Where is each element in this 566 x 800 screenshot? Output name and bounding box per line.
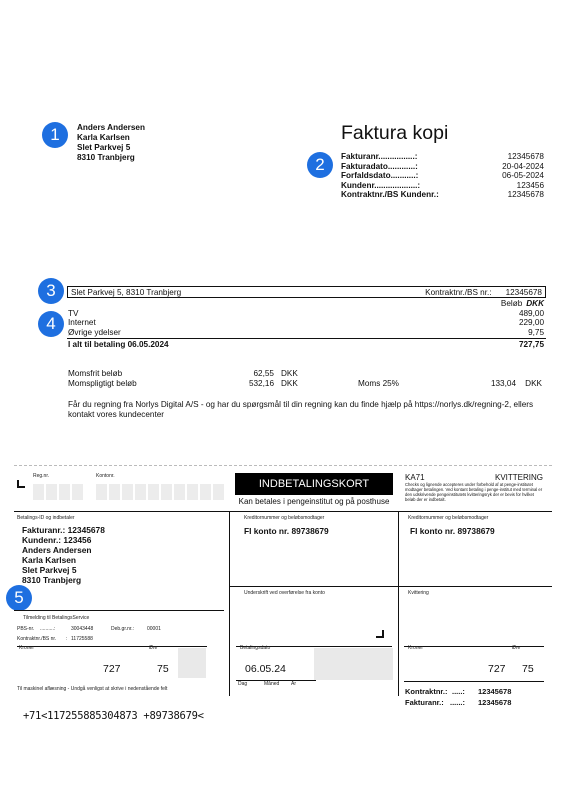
konto-label: Kontonr. bbox=[96, 473, 115, 479]
kreditor-value-receipt: FI konto nr. 89738679 bbox=[410, 526, 495, 536]
receipt-bottom-rule bbox=[404, 681, 544, 682]
spec-contract-value: 12345678 bbox=[505, 287, 542, 297]
specification-table bbox=[67, 286, 546, 349]
receipt-title: KVITTERING bbox=[495, 473, 544, 482]
corner-mark bbox=[17, 480, 25, 488]
kvittering-label: Kvittering bbox=[408, 590, 429, 596]
recipient-line: 8310 Tranbjerg bbox=[77, 153, 135, 162]
kreditor-value: FI konto nr. 89738679 bbox=[244, 526, 329, 536]
r-faktura-dots: ......: bbox=[450, 698, 465, 707]
kroner-label: Kroner bbox=[19, 645, 35, 651]
ore-label: Øre bbox=[149, 645, 158, 651]
spec-total: I alt til betaling 06.05.2024 727,75 bbox=[68, 340, 544, 350]
kreditor-label: Kreditornummer og beløbsmodtager bbox=[244, 515, 325, 521]
meta-row: Fakturanr................: 12345678 bbox=[341, 152, 544, 161]
recipient-address bbox=[77, 123, 145, 163]
recipient-line: Slet Parkvej 5 bbox=[77, 143, 131, 152]
reg-label: Reg.nr. bbox=[33, 473, 50, 479]
marker-5-badge: 5 bbox=[6, 585, 32, 611]
slip-title: INDBETALINGSKORT bbox=[235, 473, 393, 495]
slip-subtitle: Kan betales i pengeinstitut og på posthuse bbox=[238, 497, 390, 506]
r-kontrakt-label: Kontraktnr.: bbox=[405, 687, 448, 696]
spec-line: Øvrige ydelser 9,75 bbox=[68, 327, 544, 337]
info-text: Får du regning fra Norlys Digital A/S - og har du spørgsmål til din regning kan du finde hjælp på https://norlys.dk/regning-2, ellers kontakt vores kundecenter bbox=[68, 400, 534, 419]
ocr-line: +71<117255885304873 +89738679< bbox=[23, 710, 204, 722]
pbs-dots: ..........: bbox=[40, 626, 56, 632]
debgr-label: Deb.gr.nr.: bbox=[111, 626, 135, 632]
slip-divider-1 bbox=[229, 511, 230, 696]
r-kontrakt-dots: .....: bbox=[452, 687, 465, 696]
maaned-label: Måned bbox=[264, 681, 280, 687]
kontrakt-sep: : bbox=[66, 636, 68, 642]
spec-line: TV 489,00 bbox=[68, 308, 544, 318]
r-faktura-label: Fakturanr.: bbox=[405, 698, 444, 707]
aar-label: År bbox=[291, 681, 296, 687]
spec-address-bar bbox=[67, 286, 546, 298]
vat-free-row: Momsfrit beløb 62,55 DKK bbox=[68, 369, 298, 378]
meta-row: Kundenr...................: 123456 bbox=[341, 180, 544, 190]
bs-label: Tilmelding til BetalingsService bbox=[23, 615, 90, 621]
payer-block: Fakturanr.: 12345678 Kundenr.: 123456 Anders Andersen Karla Karlsen Slet Parkvej 5 8310 Tranbjerg bbox=[22, 525, 105, 585]
marker-4-badge: 4 bbox=[38, 311, 64, 337]
kroner-label-receipt: Kroner bbox=[408, 645, 424, 651]
kontrakt-label: Kontraktnr./BS nr. bbox=[17, 636, 57, 642]
amount-grey-box bbox=[178, 648, 206, 678]
signature-rule bbox=[229, 586, 552, 587]
vat-summary bbox=[68, 369, 544, 388]
pbs-label: PBS-nr. bbox=[17, 626, 35, 632]
ore-value-receipt: 75 bbox=[522, 663, 534, 675]
signature-label: Underskrift ved overførelse fra konto bbox=[244, 590, 325, 596]
receipt-note: Checks og lignende accepteres under forbehold af at penge-institutet modtager betalingen. Ved kontant betaling i penge-institut med terminal er den udskrivende pengeinstitutets kvitteringsryk der er bevis for hvilket beløb der er indbetalt. bbox=[405, 482, 543, 502]
r-kontrakt-value: 12345678 bbox=[478, 687, 512, 696]
footer-note: Til maskinel aflæsning - Undgå venligst at skrive i nedenstående felt bbox=[17, 686, 168, 692]
meta-row: Kontraktnr./BS Kundenr.: 12345678 bbox=[341, 190, 544, 199]
receipt-code: KA71 bbox=[405, 473, 425, 482]
betalings-label: Betalings-ID og indbetaler bbox=[17, 515, 75, 521]
spec-amount-header: Beløb DKK bbox=[500, 299, 544, 308]
receipt-amount-rule bbox=[404, 646, 544, 647]
amount-rule bbox=[17, 646, 207, 647]
marker-3-badge: 3 bbox=[38, 278, 64, 304]
debgr-value: 00001 bbox=[147, 626, 161, 632]
kroner-value-receipt: 727 bbox=[488, 663, 506, 675]
date-grey-box bbox=[314, 648, 393, 680]
corner-mark-2 bbox=[376, 630, 384, 638]
meta-row: Fakturadato............: 20-04-2024 bbox=[341, 161, 544, 171]
ore-value: 75 bbox=[157, 663, 169, 675]
kroner-value: 727 bbox=[103, 663, 121, 675]
kreditor-label-receipt: Kreditornummer og beløbsmodtager bbox=[408, 515, 489, 521]
kontrakt-value: 11725588 bbox=[71, 636, 93, 642]
spec-contract-label: Kontraktnr./BS nr.: bbox=[425, 287, 492, 297]
marker-2-badge: 2 bbox=[307, 152, 333, 178]
pbs-value: 30043448 bbox=[71, 626, 94, 632]
marker-1-badge: 1 bbox=[42, 122, 68, 148]
slip-divider-2 bbox=[398, 511, 399, 696]
dag-label: Dag bbox=[238, 681, 248, 687]
konto-boxes bbox=[96, 484, 224, 500]
recipient-line: Anders Andersen bbox=[77, 123, 145, 132]
date-value: 06.05.24 bbox=[245, 663, 286, 675]
vat-liable-row: Momspligtigt beløb 532,16 DKK Moms 25% 133,04 DKK bbox=[68, 378, 542, 388]
invoice-meta bbox=[341, 152, 544, 200]
date-label: Betalingsdato bbox=[240, 645, 271, 651]
ore-label-receipt: Øre bbox=[512, 645, 521, 651]
recipient-line: Karla Karlsen bbox=[77, 133, 130, 142]
slip-cut-line bbox=[14, 465, 552, 466]
spec-line: Internet 229,00 bbox=[68, 318, 544, 328]
r-faktura-value: 12345678 bbox=[478, 698, 512, 707]
invoice-title: Faktura kopi bbox=[341, 122, 449, 144]
reg-boxes bbox=[33, 484, 83, 500]
slip-top-rule bbox=[14, 511, 552, 512]
bs-rule bbox=[14, 610, 224, 611]
meta-row: Forfaldsdato...........: 06-05-2024 bbox=[341, 171, 544, 180]
spec-address: Slet Parkvej 5, 8310 Tranbjerg bbox=[71, 287, 182, 297]
